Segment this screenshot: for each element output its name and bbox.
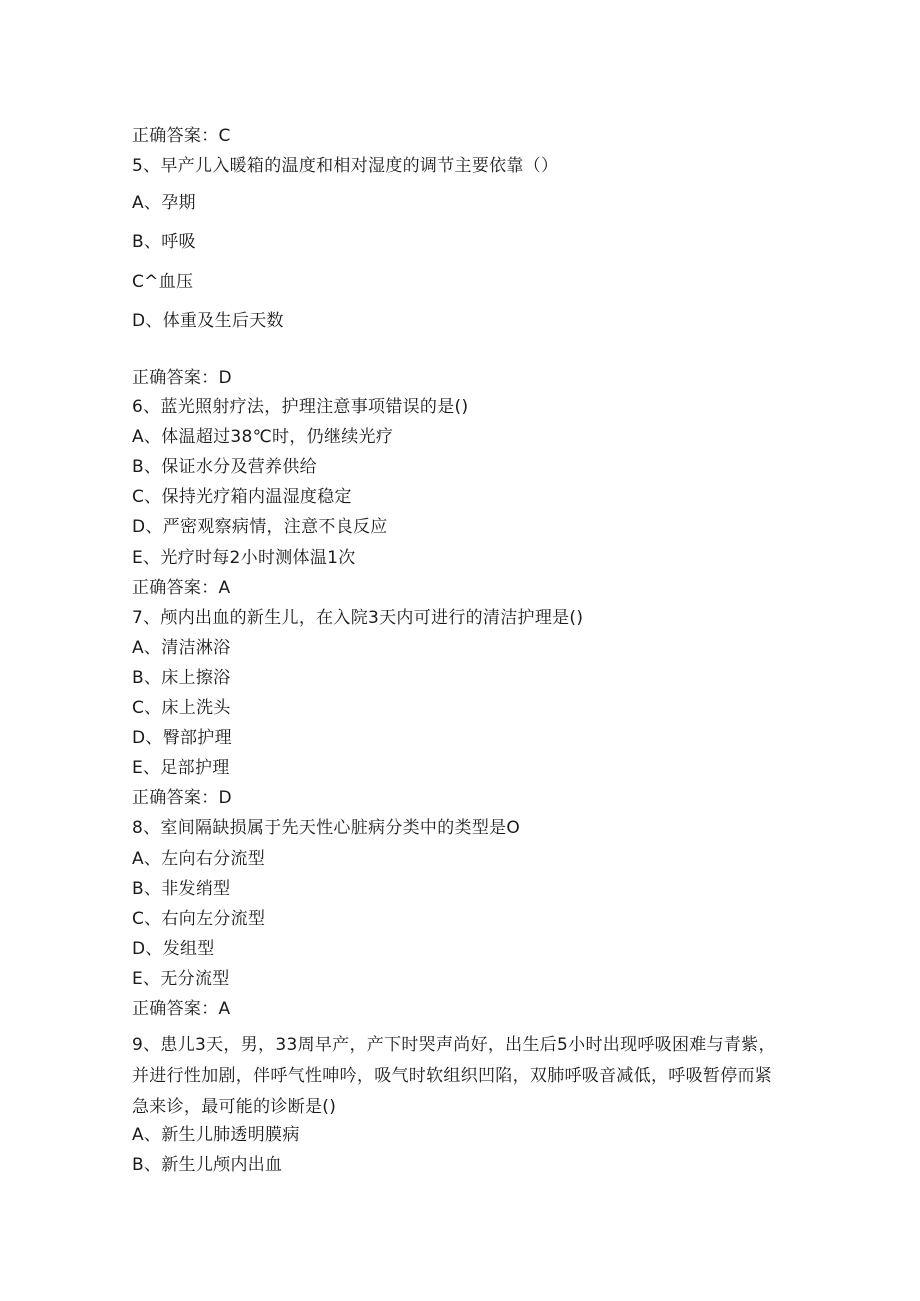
q6-option-c: C、保持光疗箱内温湿度稳定: [132, 487, 352, 507]
q8-option-d: D、发组型: [132, 939, 215, 959]
q7-option-c: C、床上洗头: [132, 698, 231, 718]
q6-option-b: B、保证水分及营养供给: [132, 457, 317, 477]
q8-option-e: E、无分流型: [132, 969, 230, 989]
question-7: 7、颅内出血的新生儿，在入院3天内可进行的清洁护理是(): [132, 608, 584, 628]
q7-option-b: B、床上擦浴: [132, 668, 231, 688]
q8-option-c: C、右向左分流型: [132, 909, 266, 929]
q5-option-b: B、呼吸: [132, 232, 196, 252]
answer-q6: 正确答案：A: [132, 578, 231, 598]
q5-option-d: D、体重及生后天数: [132, 311, 284, 331]
q7-option-a: A、清洁淋浴: [132, 638, 231, 658]
answer-q8: 正确答案：A: [132, 999, 231, 1019]
q6-option-e: E、光疗时每2小时测体温1次: [132, 548, 356, 568]
q6-option-a: A、体温超过38℃时，仍继续光疗: [132, 427, 394, 447]
q7-option-e: E、足部护理: [132, 758, 230, 778]
q9-option-a: A、新生儿肺透明膜病: [132, 1125, 300, 1145]
answer-q5: 正确答案：D: [132, 368, 232, 388]
answer-q4: 正确答案：C: [132, 126, 231, 146]
answer-q7: 正确答案：D: [132, 788, 232, 808]
q5-option-a: A、孕期: [132, 193, 196, 213]
q5-option-c: C^血压: [132, 272, 194, 292]
question-9: 9、患儿3天，男，33周早产，产下时哭声尚好，出生后5小时出现呼吸困难与青紫，并进行性加剧，伴呼气性呻吟，吸气时软组织凹陷，双肺呼吸音减低，呼吸暂停而紧急来诊，最可能的诊断是(): [132, 1035, 776, 1117]
q7-option-d: D、臀部护理: [132, 728, 232, 748]
question-6: 6、蓝光照射疗法，护理注意事项错误的是(): [132, 397, 469, 417]
question-8: 8、室间隔缺损属于先天性心脏病分类中的类型是O: [132, 818, 521, 838]
q6-option-d: D、严密观察病情，注意不良反应: [132, 517, 388, 537]
q8-option-a: A、左向右分流型: [132, 849, 266, 869]
question-5: 5、早产儿入暖箱的温度和相对湿度的调节主要依靠（）: [132, 156, 559, 176]
q8-option-b: B、非发绡型: [132, 879, 231, 899]
q9-option-b: B、新生儿颅内出血: [132, 1155, 283, 1175]
